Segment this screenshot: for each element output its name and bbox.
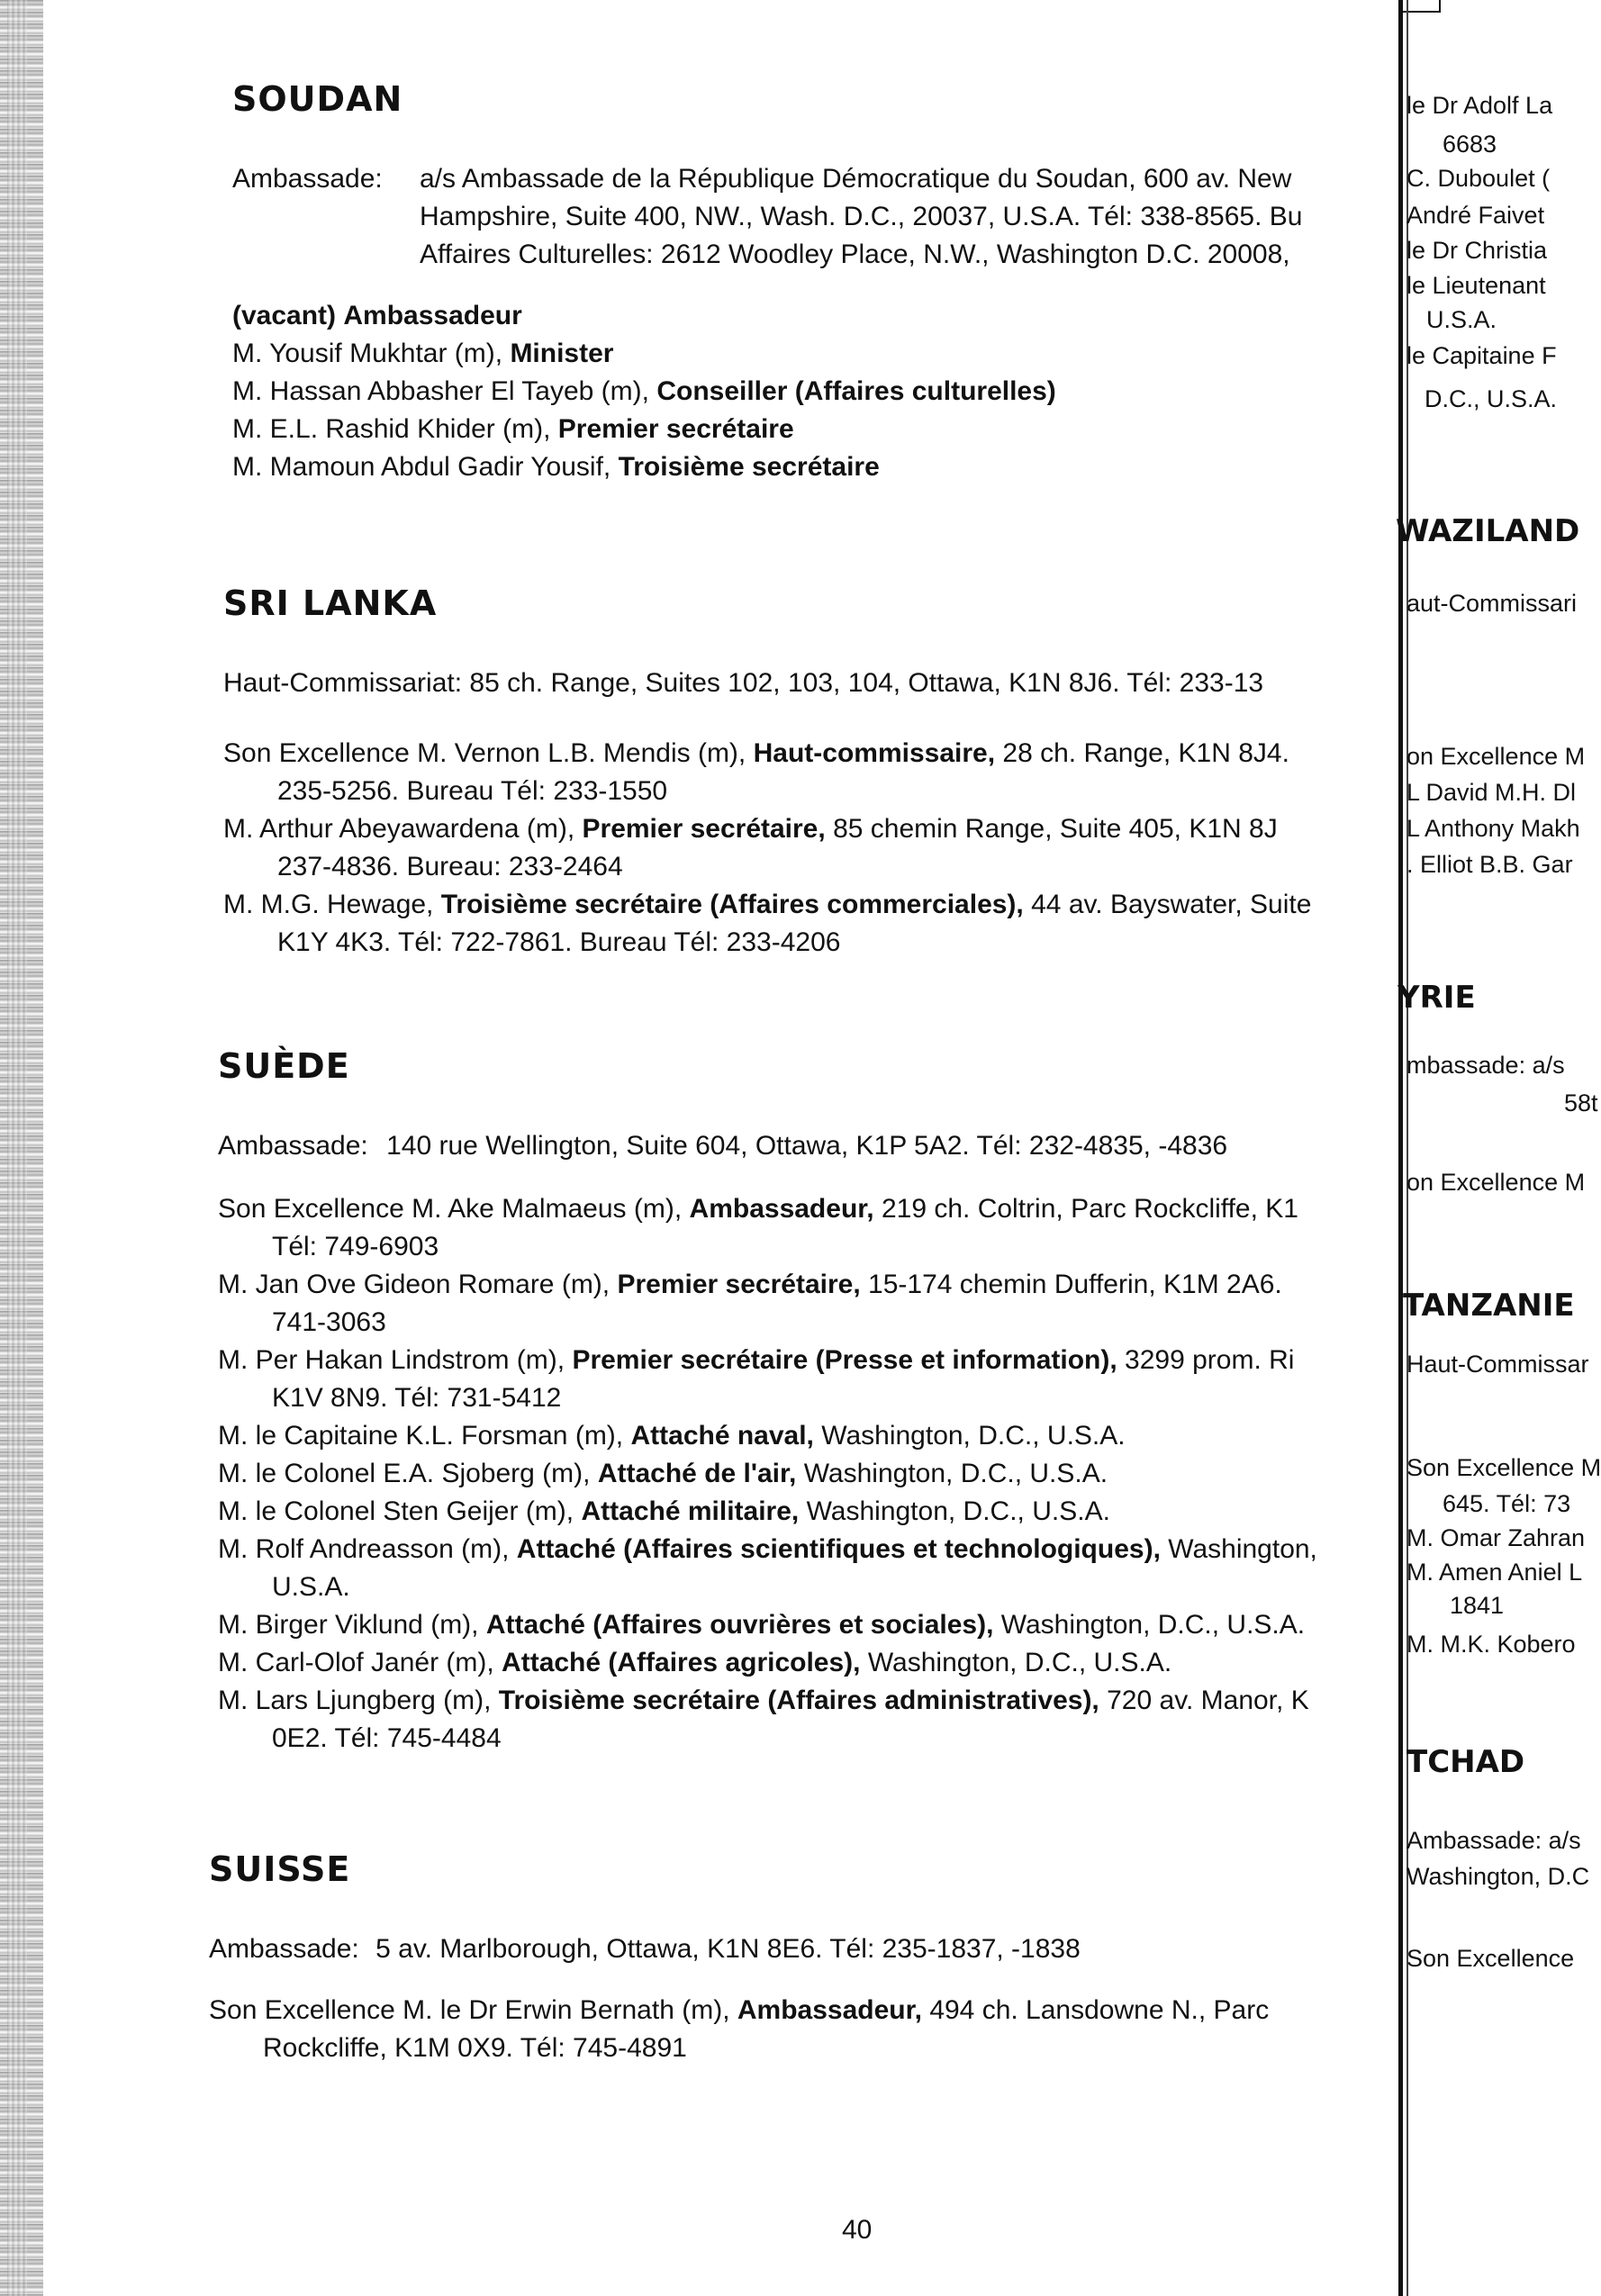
entry-name: Son Excellence M. Vernon L.B. Mendis (m), [223,738,746,768]
adjacent-line: D.C., U.S.A. [1425,385,1558,412]
entry-title: Attaché (Affaires ouvrières et sociales), [485,1610,994,1640]
entry-name: Son Excellence M. Ake Malmaeus (m), [218,1194,683,1224]
entry-title: Troisième secrétaire (Affaires commerciales), [440,890,1024,919]
address-label: Haut-Commissariat: [223,668,463,698]
entry-title: Troisième secrétaire [618,452,880,482]
adjacent-line: on Excellence M [1407,1169,1586,1196]
entry-title: Premier secrétaire [557,414,794,444]
list-item [218,1682,1397,1758]
adjacent-line: M. M.K. Kobero [1407,1631,1576,1658]
adjacent-line: L David M.H. Dl [1407,779,1577,806]
section-suisse [209,1849,1397,2067]
entry-title: Premier secrétaire, [582,814,826,844]
list-item [218,1606,1397,1644]
list-item [218,1493,1397,1531]
entry-name: (vacant) [232,301,337,330]
list-item [218,1190,1397,1266]
entry-name: M. Carl-Olof Janér (m), [218,1648,494,1677]
list-item [218,1417,1397,1455]
entry-name: M. le Capitaine K.L. Forsman (m), [218,1421,624,1451]
address-text: 5 av. Marlborough, Ottawa, K1N 8E6. Tél: 235-1837, -1838 [375,1934,1081,1964]
adjacent-line: Washington, D.C [1407,1863,1590,1890]
entry-title: Attaché (Affaires agricoles), [502,1648,861,1677]
section-heading: SOUDAN [232,79,403,119]
entry-name: M. Arthur Abeyawardena (m), [223,814,575,844]
entry-name: M. Lars Ljungberg (m), [218,1686,492,1715]
entry-address: Washington, D.C., U.S.A. [867,1648,1172,1677]
entry-list [209,1992,1397,2067]
address-block [232,160,1394,274]
entry-name: M. Per Hakan Lindstrom (m), [218,1345,565,1375]
entry-continuation: Rockcliffe, K1M 0X9. Tél: 745-4891 [263,2033,687,2063]
list-item [232,411,1394,448]
entry-list [218,1190,1397,1758]
entry-continuation: U.S.A. [272,1572,350,1602]
address-text: 140 rue Wellington, Suite 604, Ottawa, K1P 5A2. Tél: 232-4835, -4836 [386,1131,1228,1161]
adjacent-line: Son Excellence M [1407,1454,1601,1481]
adjacent-line: le Capitaine F [1407,342,1557,369]
address-label: Ambassade: [232,164,383,194]
adjacent-line: 6683 [1443,131,1497,158]
section-heading: SRI LANKA [223,583,438,623]
adjacent-line: mbassade: a/s [1407,1052,1565,1079]
adjacent-line: L Anthony Makh [1407,815,1580,842]
entry-title: Attaché naval, [630,1421,814,1451]
entry-address: 44 av. Bayswater, Suite [1031,890,1312,919]
entry-name: Son Excellence M. le Dr Erwin Bernath (m), [209,1995,730,2025]
entry-title: Attaché militaire, [581,1496,800,1526]
adjacent-line: C. Duboulet ( [1407,165,1551,192]
adjacent-line: aut-Commissari [1407,590,1578,617]
section-heading: SUÈDE [218,1046,350,1086]
entry-address: 720 av. Manor, K [1107,1686,1309,1715]
adjacent-line: le Dr Adolf La [1407,92,1553,119]
adjacent-line: on Excellence M [1407,743,1586,770]
entry-title: Troisième secrétaire (Affaires administratives), [498,1686,1099,1715]
list-item [223,735,1394,810]
adjacent-line: le Lieutenant [1407,272,1546,299]
entry-address: 3299 prom. Ri [1125,1345,1295,1375]
section-suede [218,1046,1397,1758]
adjacent-heading: YRIE [1397,980,1476,1016]
entry-title: Premier secrétaire, [617,1270,861,1299]
entry-continuation: 235-5256. Bureau Tél: 233-1550 [277,776,668,806]
adjacent-line: le Dr Christia [1407,237,1548,264]
entry-list [232,297,1394,486]
entry-list [223,735,1394,962]
entry-continuation: K1Y 4K3. Tél: 722-7861. Bureau Tél: 233-4206 [277,927,841,957]
entry-name: M. Yousif Mukhtar (m), [232,339,503,368]
list-item [218,1342,1397,1417]
entry-name: M. Mamoun Abdul Gadir Yousif, [232,452,611,482]
section-heading: SUISSE [209,1849,351,1889]
list-item [232,297,1394,335]
entry-address: Washington, D.C., U.S.A. [806,1496,1110,1526]
entry-address: Washington, [1168,1534,1317,1564]
entry-address: 28 ch. Range, K1N 8J4. [1002,738,1289,768]
scan-binding-edge [0,0,43,2296]
entry-address: Washington, D.C., U.S.A. [821,1421,1126,1451]
entry-continuation: 0E2. Tél: 745-4484 [272,1723,502,1753]
entry-continuation: 237-4836. Bureau: 233-2464 [277,852,623,881]
address-text: 85 ch. Range, Suites 102, 103, 104, Ottawa, K1N 8J6. Tél: 233-13 [469,668,1264,698]
entry-name: M. E.L. Rashid Khider (m), [232,414,551,444]
address-label: Ambassade: [209,1934,359,1964]
adjacent-line: U.S.A. [1426,306,1497,333]
adjacent-line: 58t [1564,1089,1598,1116]
adjacent-page-fragment [1396,0,1601,2296]
adjacent-line: Ambassade: a/s [1407,1827,1581,1854]
entry-address: 219 ch. Coltrin, Parc Rockcliffe, K1 [881,1194,1298,1224]
address-line: Affaires Culturelles: 2612 Woodley Place, N.W., Washington D.C. 20008, [420,240,1290,269]
adjacent-heading: WAZILAND [1396,513,1580,549]
entry-address: Washington, D.C., U.S.A. [1000,1610,1306,1640]
entry-name: M. M.G. Hewage, [223,890,434,919]
list-item [209,1992,1397,2067]
entry-title: Attaché (Affaires scientifiques et technologiques), [516,1534,1161,1564]
entry-title: Conseiller (Affaires culturelles) [656,376,1056,406]
entry-title: Minister [510,339,614,368]
adjacent-line: André Faivet [1407,202,1545,229]
entry-continuation: 741-3063 [272,1307,386,1337]
address-block [218,1127,1397,1165]
entry-title: Ambassadeur, [689,1194,874,1224]
list-item [218,1455,1397,1493]
address-text [420,160,1394,274]
entry-address: Washington, D.C., U.S.A. [803,1459,1108,1488]
entry-name: M. Birger Viklund (m), [218,1610,479,1640]
adjacent-line: . Elliot B.B. Gar [1407,851,1573,878]
address-label: Ambassade: [218,1131,368,1161]
address-line: Hampshire, Suite 400, NW., Wash. D.C., 20037, U.S.A. Tél: 338-8565. Bu [420,202,1303,231]
entry-continuation: K1V 8N9. Tél: 731-5412 [272,1383,562,1413]
entry-name: M. le Colonel E.A. Sjoberg (m), [218,1459,591,1488]
list-item [223,886,1394,962]
entry-name: M. le Colonel Sten Geijer (m), [218,1496,574,1526]
list-item [232,335,1394,373]
list-item [218,1266,1397,1342]
entry-address: 494 ch. Lansdowne N., Parc [929,1995,1270,2025]
entry-title: Haut-commissaire, [753,738,996,768]
address-block [209,1930,1397,1968]
address-block [223,664,1394,702]
address-line: a/s Ambassade de la République Démocratique du Soudan, 600 av. New [420,164,1292,194]
adjacent-line: 645. Tél: 73 [1443,1490,1571,1517]
adjacent-line: 1841 [1450,1592,1505,1619]
entry-address: 15-174 chemin Dufferin, K1M 2A6. [868,1270,1282,1299]
entry-name: M. Rolf Andreasson (m), [218,1534,510,1564]
entry-title: Attaché de l'air, [597,1459,797,1488]
list-item [218,1644,1397,1682]
adjacent-line: M. Omar Zahran [1407,1524,1586,1551]
page-divider-rule [1398,0,1403,2296]
adjacent-line: Haut-Commissar [1407,1351,1589,1378]
list-item [223,810,1394,886]
adjacent-line: M. Amen Aniel L [1407,1559,1583,1586]
entry-title: Ambassadeur, [737,1995,922,2025]
adjacent-line: Son Excellence [1407,1945,1575,1972]
entry-continuation: Tél: 749-6903 [272,1232,439,1261]
entry-address: 85 chemin Range, Suite 405, K1N 8J [833,814,1278,844]
list-item [232,373,1394,411]
list-item [232,448,1394,486]
page-number: 40 [842,2215,873,2245]
adjacent-heading: TANZANIE [1403,1288,1575,1324]
list-item [218,1531,1397,1606]
entry-title: Premier secrétaire (Presse et information), [572,1345,1117,1375]
section-sri-lanka [223,583,1394,962]
section-soudan [232,79,1394,486]
entry-title: Ambassadeur [343,301,522,330]
adjacent-heading: TCHAD [1407,1744,1525,1780]
entry-name: M. Jan Ove Gideon Romare (m), [218,1270,611,1299]
entry-name: M. Hassan Abbasher El Tayeb (m), [232,376,649,406]
